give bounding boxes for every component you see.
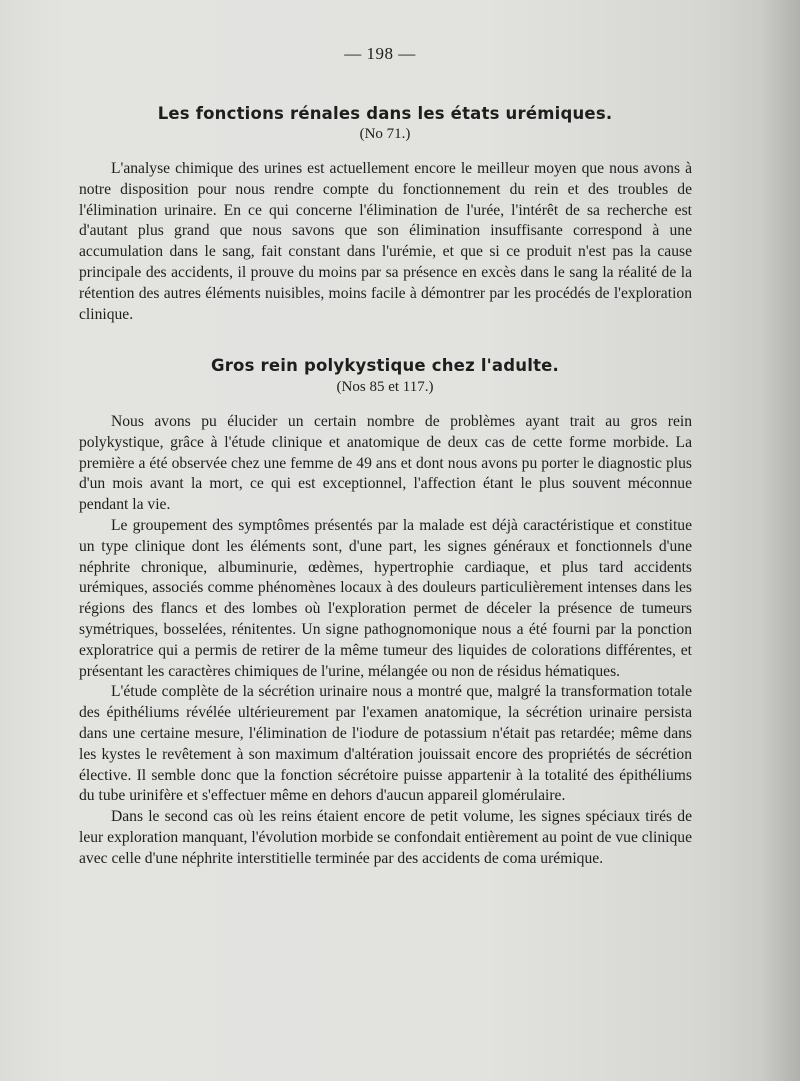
section-reference: (No 71.) — [359, 126, 411, 142]
section-title-renal-functions: Les fonctions rénales dans les états urémiques. — [157, 104, 613, 123]
paragraph: L'analyse chimique des urines est actuellement encore le meilleur moyen que nous avons à notre disposition pour nous rendre compte du fonctionnement du rein et des troubles de l'élimination urinaire. En ce qui concerne l'élimination de l'urée, l'intérêt de sa recherche est d'autant plus grand que nous savons que son élimination insuffisante correspond à une accumulation dans le sang, fait constant dans l'urémie, et que si ce produit n'est pas la cause principale des accidents, il prouve du moins par sa présence en excès dans le sang la réalité de la rétention des autres éléments nuisibles, moins facile à démontrer par les procédés de l'exploration clinique. — [79, 160, 692, 323]
page-number: — 198 — — [344, 44, 416, 63]
section-body — [79, 412, 692, 870]
paragraph: Nous avons pu élucider un certain nombre de problèmes ayant trait au gros rein polykystique, grâce à l'étude clinique et anatomique de deux cas de cette forme morbide. La première a été observée chez une femme de 49 ans et dont nous avons pu porter le diagnostic plus d'un mois avant la mort, ce qui est exceptionnel, l'affection étant le plus souvent méconnue pendant la vie. — [79, 413, 692, 514]
section-title-polycystic-kidney: Gros rein polykystique chez l'adulte. — [210, 356, 560, 375]
section-body — [79, 159, 692, 325]
paragraph: Le groupement des symptômes présentés par la malade est déjà caractéristique et constitue un type clinique dont les éléments sont, d'une part, les signes généraux et fonctionnels d'une néphrite chronique, albuminurie, œdèmes, hypertrophie cardiaque, et plus tard accidents urémiques, associés comme phénomènes locaux à des douleurs particulièrement intenses dans les régions des flancs et des lombes où l'exploration permet de déceler la présence de tumeurs symétriques, bosselées, rénitentes. Un signe pathognomonique nous a été fourni par la ponction exploratrice qui a permis de retirer de la même tumeur des liquides de colorations différentes, et présentant les caractères chimiques de l'urine, mélangée ou non de résidus hématiques. — [79, 516, 692, 680]
paragraph: L'étude complète de la sécrétion urinaire nous a montré que, malgré la transformation totale des épithéliums révélée ultérieurement par l'examen anatomique, la sécrétion urinaire persista dans une certaine mesure, l'élimination de l'iodure de potassium n'était pas retardée; même dans les kystes le revêtement à son maximum d'altération jouissait encore des propriétés de sécrétion élective. Il semble donc que la fonction sécrétoire puisse appartenir à la totalité des épithéliums du tube urinifère et s'effectuer même en dehors d'aucun appareil glomérulaire. — [79, 683, 692, 805]
paragraph: Dans le second cas où les reins étaient encore de petit volume, les signes spéciaux tirés de leur exploration manquant, l'évolution morbide se confondait entièrement au point de vue clinique avec celle d'une néphrite interstitielle terminée par des accidents de coma urémique. — [79, 808, 692, 867]
page-edge-shadow — [760, 0, 800, 1081]
section-reference: (Nos 85 et 117.) — [336, 379, 434, 395]
